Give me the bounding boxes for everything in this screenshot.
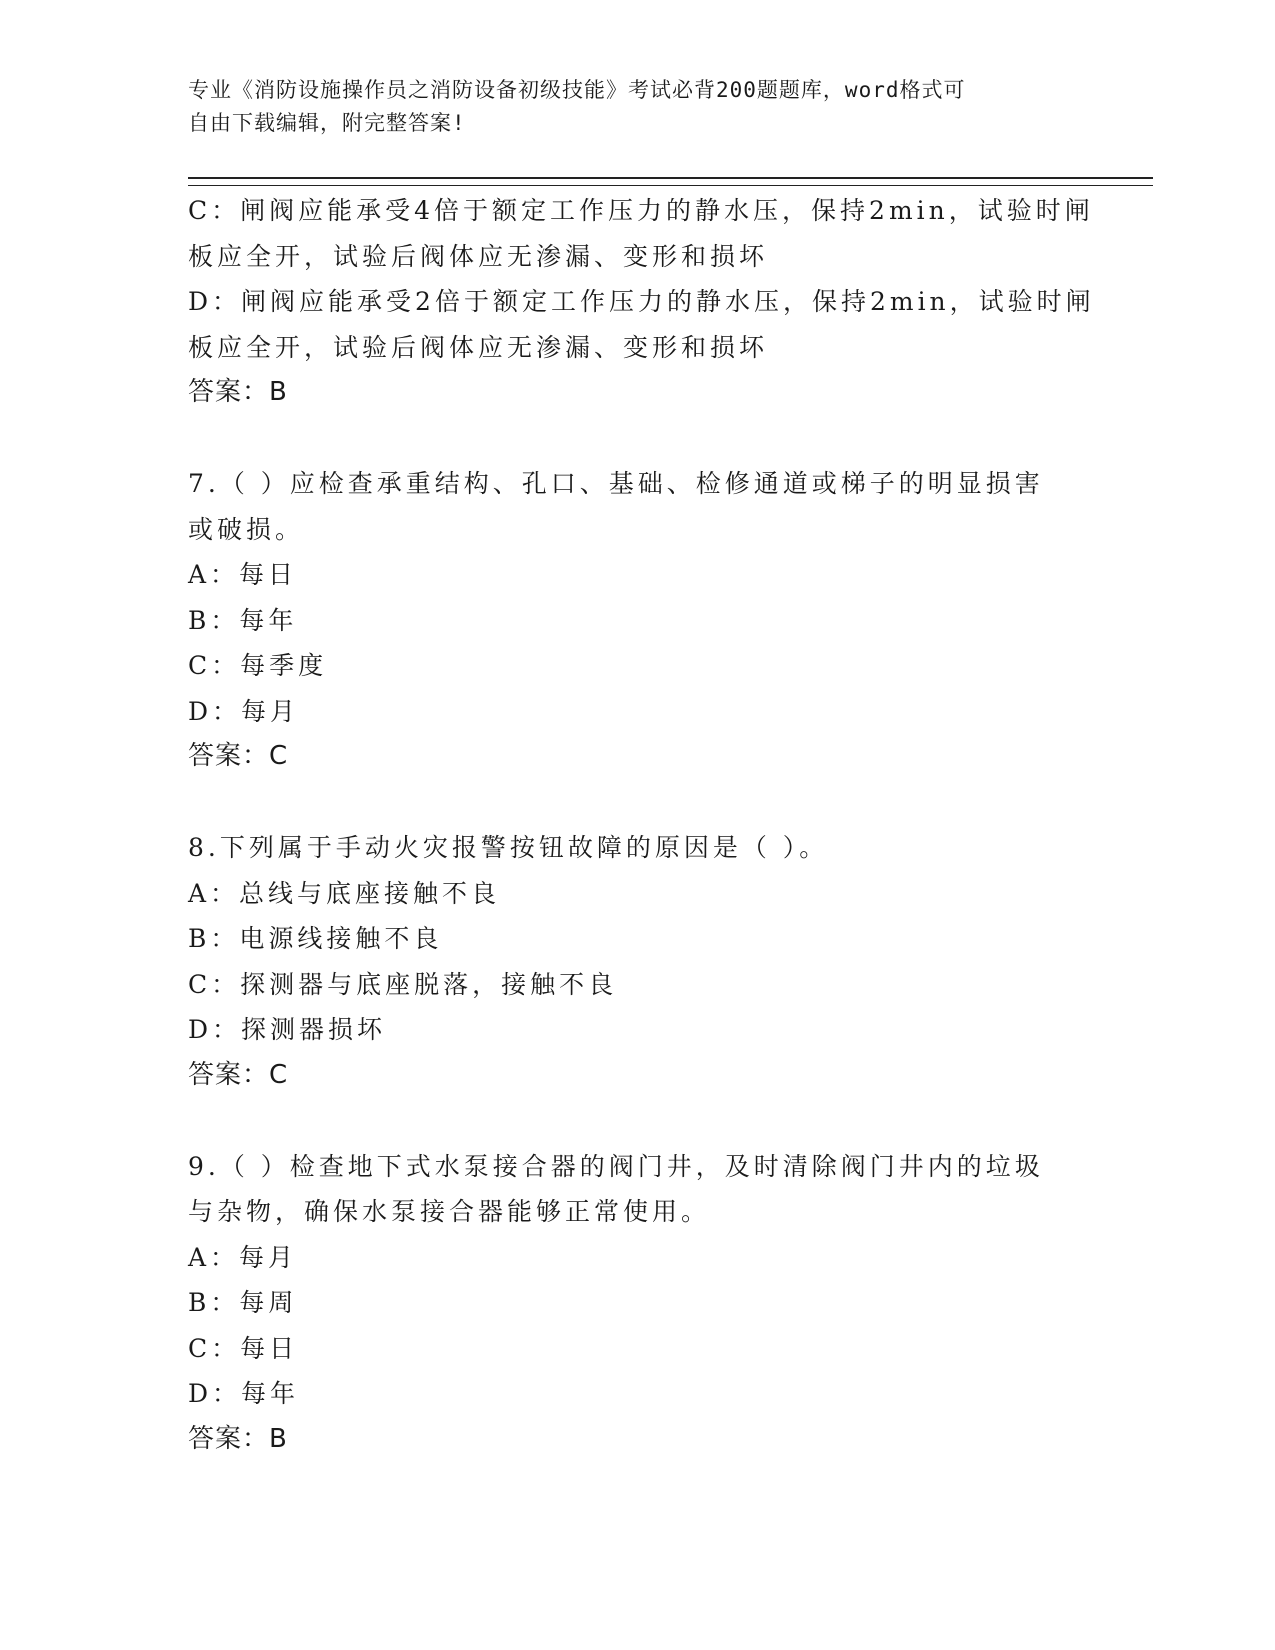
question-6-tail: [188, 188, 1095, 416]
option-c: C：探测器与底座脱落，接触不良: [188, 969, 618, 999]
option-a: A：总线与底座接触不良: [188, 878, 501, 908]
question-stem-line-2: 与杂物，确保水泵接合器能够正常使用。: [188, 1197, 711, 1226]
option-a: A：每月: [188, 1242, 298, 1272]
question-9: [188, 1144, 1088, 1463]
option-d: D：每年: [188, 1379, 300, 1408]
option-b: B：每周: [188, 1288, 298, 1317]
header-line-2: 自由下载编辑，附完整答案!: [188, 111, 466, 135]
option-d-line-1: D：闸阀应能承受2倍于额定工作压力的静水压，保持2min，试验时闸: [188, 287, 1095, 316]
option-b: B：每年: [188, 605, 298, 635]
option-d-line-2: 板应全开，试验后阀体应无渗漏、变形和损坏: [188, 332, 769, 362]
spacer: [188, 416, 1088, 462]
question-stem-line-1: 7.（ ）应检查承重结构、孔口、基础、检修通道或梯子的明显损害: [188, 469, 1044, 498]
option-d: D：每月: [188, 696, 300, 726]
spacer: [188, 780, 1088, 826]
question-content: [188, 188, 1095, 1462]
question-7: [188, 461, 1088, 780]
answer: 答案：B: [188, 377, 288, 407]
question-stem-line-1: 9.（ ）检查地下式水泵接合器的阀门井，及时清除阀门井内的垃圾: [188, 1151, 1044, 1181]
answer: 答案：C: [188, 1059, 289, 1090]
header-line-1: 专业《消防设施操作员之消防设备初级技能》考试必背200题题库，word格式可: [188, 78, 966, 102]
question-8: [188, 825, 1088, 1098]
option-a: A：每日: [188, 560, 298, 589]
question-stem-line-2: 或破损。: [188, 514, 305, 544]
option-c-line-2: 板应全开，试验后阀体应无渗漏、变形和损坏: [188, 241, 769, 271]
answer: 答案：B: [188, 1423, 288, 1454]
header-divider: [188, 177, 1153, 186]
option-d: D：探测器损坏: [188, 1015, 387, 1044]
answer: 答案：C: [188, 741, 289, 771]
option-c: C：每季度: [188, 651, 328, 680]
option-b: B：电源线接触不良: [188, 924, 443, 953]
spacer: [188, 1098, 1088, 1144]
question-stem-line-1: 8.下列属于手动火灾报警按钮故障的原因是（ ）。: [188, 833, 829, 862]
option-c-line-1: C：闸阀应能承受4倍于额定工作压力的静水压，保持2min，试验时闸: [188, 196, 1094, 225]
option-c: C：每日: [188, 1333, 299, 1363]
page-header: [188, 74, 1088, 140]
